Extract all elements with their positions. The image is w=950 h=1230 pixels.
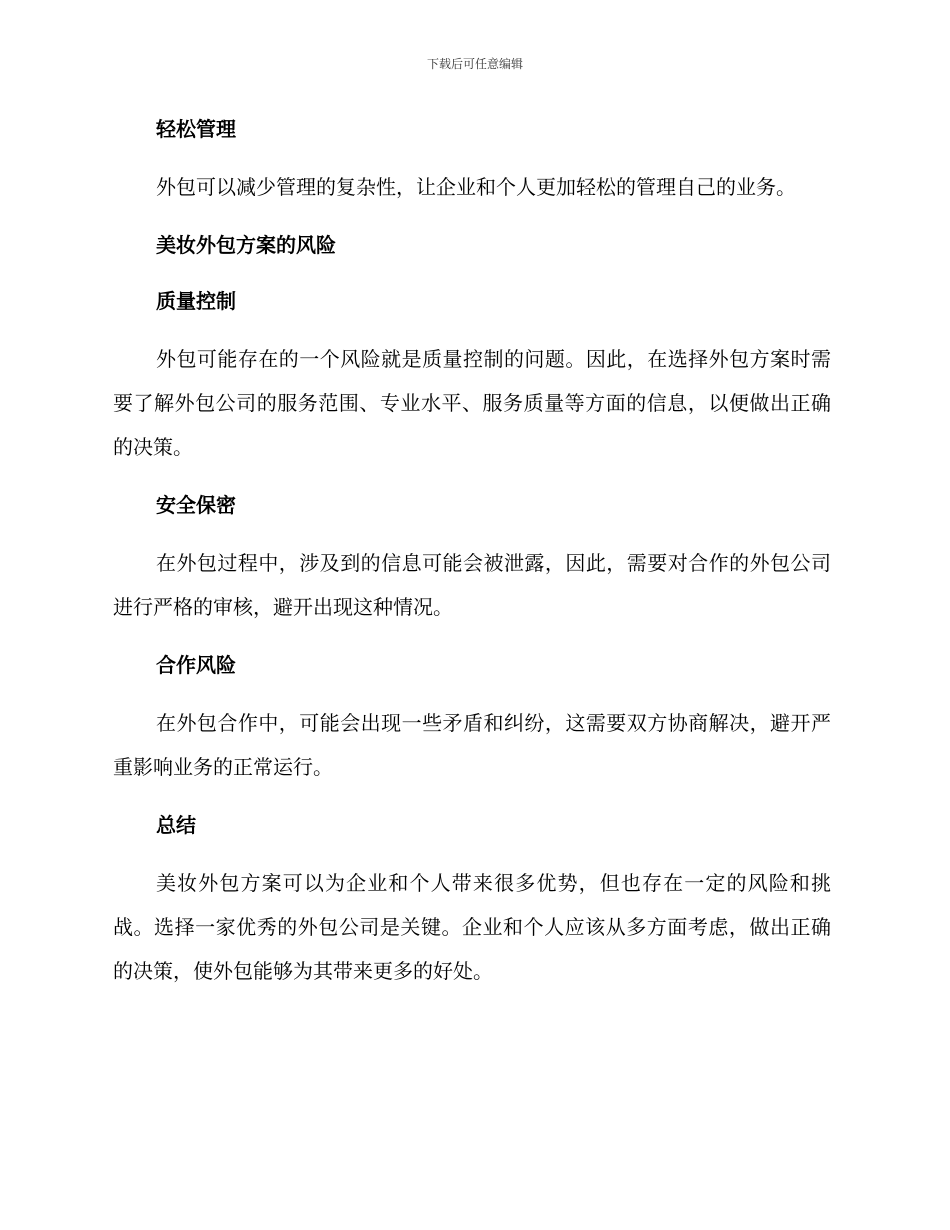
document-body (113, 113, 831, 993)
section-heading-quality-control: 质量控制 (156, 289, 236, 313)
paragraph-easy-management: 外包可以减少管理的复杂性，让企业和个人更加轻松的管理自己的业务。 (156, 175, 796, 199)
paragraph-cooperation-risk: 在外包合作中，可能会出现一些矛盾和纠纷，这需要双方协商解决，避开严重影响业务的正常运行。 (113, 711, 831, 779)
section-heading-easy-management: 轻松管理 (156, 117, 236, 141)
section-heading-risks: 美妆外包方案的风险 (156, 233, 336, 257)
paragraph-summary: 美妆外包方案可以为企业和个人带来很多优势，但也存在一定的风险和挑战。选择一家优秀的外包公司是关键。企业和个人应该从多方面考虑，做出正确的决策，使外包能够为其带来更多的好处。 (113, 871, 831, 983)
header-note: 下载后可任意编辑 (426, 57, 523, 71)
paragraph-quality-control: 外包可能存在的一个风险就是质量控制的问题。因此，在选择外包方案时需要了解外包公司的服务范围、专业水平、服务质量等方面的信息，以便做出正确的决策。 (113, 347, 831, 459)
section-heading-summary: 总结 (156, 813, 196, 837)
paragraph-security: 在外包过程中，涉及到的信息可能会被泄露，因此，需要对合作的外包公司进行严格的审核，避开出现这种情况。 (113, 551, 831, 619)
section-heading-cooperation-risk: 合作风险 (156, 653, 236, 677)
section-heading-security: 安全保密 (156, 493, 236, 517)
